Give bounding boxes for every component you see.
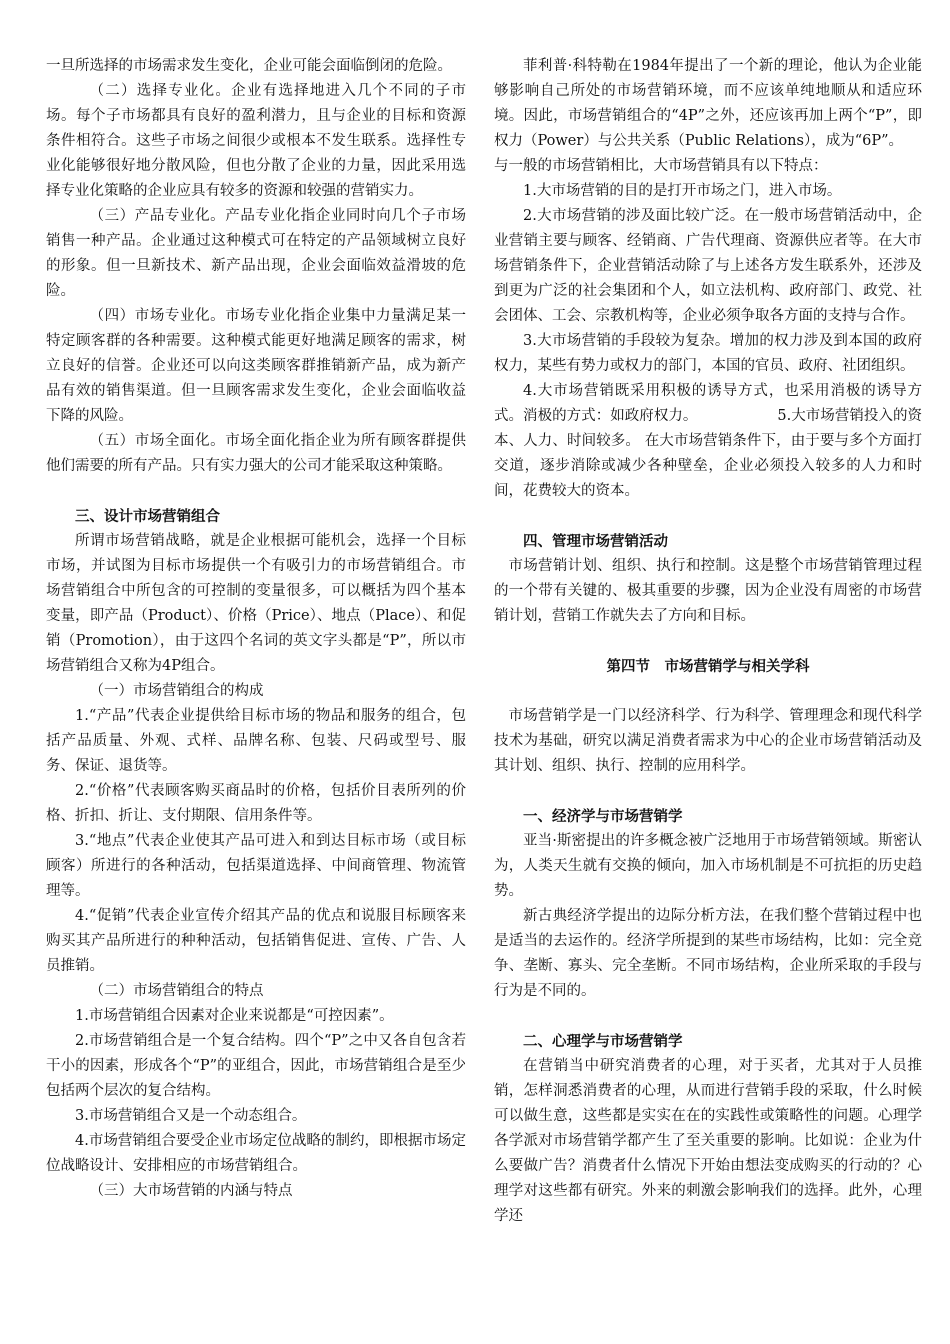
spacer — [494, 504, 922, 529]
spacer — [46, 479, 466, 504]
paragraph: 一旦所选择的市场需求发生变化，企业可能会面临倒闭的危险。 — [46, 58, 452, 74]
paragraph: 1.市场营销组合因素对企业来说都是“可控因素”。 — [75, 1008, 394, 1024]
paragraph: 3.“地点”代表企业使其产品可进入和到达目标市场（或目标顾客）所进行的各种活动，包括渠道选择、中间商管理、物流管理等。 — [46, 833, 466, 899]
paragraph: 4.“促销”代表企业宣传介绍其产品的优点和说服目标顾客来购买其产品所进行的种种活动，包括销售促进、宣传、广告、人员推销。 — [46, 908, 466, 974]
paragraph: （一）市场营销组合的构成 — [89, 683, 264, 699]
paragraph: 3.市场营销组合又是一个动态组合。 — [75, 1108, 307, 1124]
paragraph: （二）市场营销组合的特点 — [89, 983, 264, 999]
section-heading: 二、心理学与市场营销学 — [523, 1033, 683, 1050]
paragraph: （四）市场专业化。市场专业化指企业集中力量满足某一特定顾客群的各种需要。这种模式能更好地满足顾客的需求，树立良好的信誉。企业还可以向这类顾客群推销新产品，成为新产品有效的销售渠道。但一旦顾客需求发生变化，企业会面临收益下降的风险。 — [46, 308, 466, 424]
section-heading: 一、经济学与市场营销学 — [523, 808, 683, 825]
paragraph: 4.大市场营销既采用积极的诱导方式，也采用消极的诱导方式。消极的方式：如政府权力。 5.大市场营销投入的资本、人力、时间较多。 在大市场营销条件下，由于要与多个方面打交道，逐步消除或减少各种壁垒，企业必须投入较多的人力和时间，花费较大的资本。 — [494, 383, 922, 499]
paragraph: 新古典经济学提出的边际分析方法，在我们整个营销过程中也是适当的去运作的。经济学所提到的某些市场结构，比如：完全竞争、垄断、寡头、完全垄断。不同市场结构，企业所采取的手段与行为是不同的。 — [494, 908, 922, 999]
section-heading: 四、管理市场营销活动 — [523, 533, 668, 550]
spacer — [494, 779, 922, 804]
paragraph: 2.“价格”代表顾客购买商品时的价格，包括价目表所列的价格、折扣、折让、支付期限、信用条件等。 — [46, 783, 466, 824]
paragraph: 所谓市场营销战略，就是企业根据可能机会，选择一个目标市场，并试图为目标市场提供一个有吸引力的市场营销组合。市场营销组合中所包含的可控制的变量很多，可以概括为四个基本变量，即产品（Product）、价格（Price）、地点（Place）、和促销（Promotion），由于这四个名词的英文字头都是“P”，所以市场营销组合又称为4P组合。 — [46, 533, 466, 674]
paragraph: 亚当·斯密提出的许多概念被广泛地用于市场营销领域。斯密认为，人类天生就有交换的倾向，加入市场机制是不可抗拒的历史趋势。 — [494, 833, 922, 899]
paragraph: （二）选择专业化。企业有选择地进入几个不同的子市场。每个子市场都具有良好的盈利潜力，且与企业的目标和资源条件相符合。这些子市场之间很少或根本不发生联系。选择性专业化能够很好地分散风险，但也分散了企业的力量，因此采用选择专业化策略的企业应具有较多的资源和较强的营销实力。 — [46, 83, 466, 199]
paragraph: 在营销当中研究消费者的心理，对于买者，尤其对于人员推销，怎样洞悉消费者的心理，从而进行营销手段的采取，什么时候可以做生意，这些都是实实在在的实践性或策略性的问题。心理学各学派对市场营销学都产生了至关重要的影响。比如说：企业为什么要做广告？消费者什么情况下开始由想法变成购买的行动的？心理学对这些都有研究。外来的刺激会影响我们的选择。此外，心理学还 — [494, 1058, 922, 1224]
paragraph: 市场营销学是一门以经济科学、行为科学、管理理念和现代科学技术为基础，研究以满足消费者需求为中心的企业市场营销活动及其计划、组织、执行、控制的应用科学。 — [494, 708, 922, 774]
paragraph: 与一般的市场营销相比，大市场营销具有以下特点： — [494, 158, 828, 174]
paragraph: 菲利普·科特勒在1984年提出了一个新的理论，他认为企业能够影响自己所处的市场营销环境，而不应该单纯地顺从和适应环境。因此，市场营销组合的“4P”之外，还应该再加上两个“P”，即权力（Power）与公共关系（Public Relations），成为“6P”。 — [494, 58, 922, 149]
spacer — [494, 629, 922, 654]
paragraph: （三）产品专业化。产品专业化指企业同时向几个子市场销售一种产品。企业通过这种模式可在特定的产品领域树立良好的形象。但一旦新技术、新产品出现，企业会面临效益滑坡的危险。 — [46, 208, 466, 299]
paragraph: 1.“产品”代表企业提供给目标市场的物品和服务的组合，包括产品质量、外观、式样、品牌名称、包装、尺码或型号、服务、保证、退货等。 — [46, 708, 466, 774]
paragraph: 2.市场营销组合是一个复合结构。四个“P”之中又各自包含若干小的因素，形成各个“P”的亚组合，因此，市场营销组合是至少包括两个层次的复合结构。 — [46, 1033, 466, 1099]
paragraph: （五）市场全面化。市场全面化指企业为所有顾客群提供他们需要的所有产品。只有实力强大的公司才能采取这种策略。 — [46, 433, 466, 474]
paragraph: 3.大市场营销的手段较为复杂。增加的权力涉及到本国的政府权力，某些有势力或权力的部门，本国的官员、政府、社团组织。 — [494, 333, 922, 374]
section-heading: 第四节 市场营销学与相关学科 — [606, 658, 810, 675]
paragraph: 市场营销计划、组织、执行和控制。这是整个市场营销管理过程的一个带有关键的、极其重要的步骤，因为企业没有周密的市场营销计划，营销工作就失去了方向和目标。 — [494, 558, 922, 624]
paragraph: （三）大市场营销的内涵与特点 — [89, 1183, 293, 1199]
paragraph: 4.市场营销组合要受企业市场定位战略的制约，即根据市场定位战略设计、安排相应的市场营销组合。 — [46, 1133, 466, 1174]
right-column — [494, 54, 922, 1229]
section-heading: 三、设计市场营销组合 — [75, 508, 220, 525]
spacer — [494, 679, 922, 704]
paragraph: 2.大市场营销的涉及面比较广泛。在一般市场营销活动中，企业营销主要与顾客、经销商、广告代理商、资源供应者等。在大市场营销条件下，企业营销活动除了与上述各方发生联系外，还涉及到更为广泛的社会集团和个人，如立法机构、政府部门、政党、社会团体、工会、宗教机构等，企业必须争取各方面的支持与合作。 — [494, 208, 922, 324]
spacer — [494, 1004, 922, 1029]
left-column — [46, 54, 466, 1204]
paragraph: 1.大市场营销的目的是打开市场之门，进入市场。 — [523, 183, 842, 199]
